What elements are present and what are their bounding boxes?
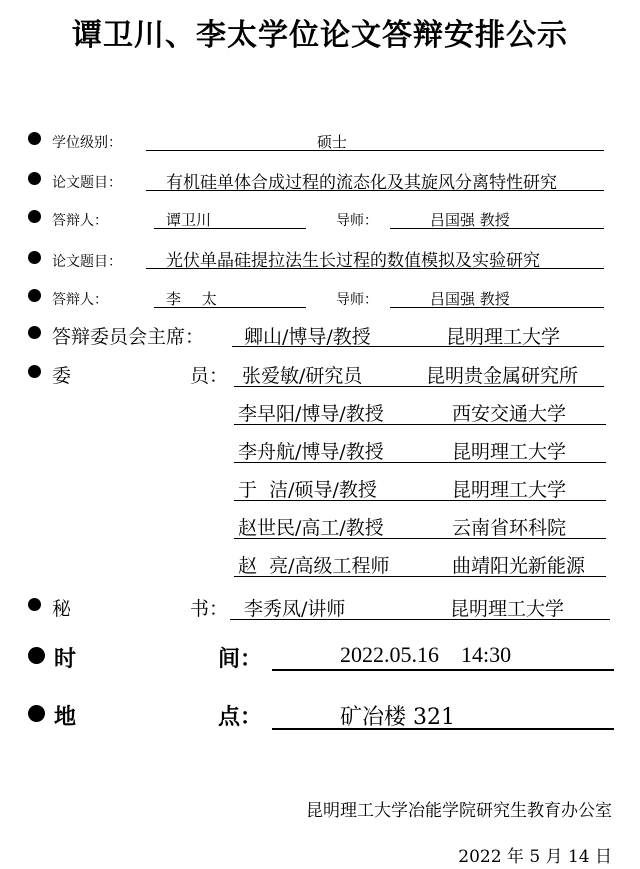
committee-chair-label: 答辩委员会主席： bbox=[52, 326, 205, 348]
bullet-icon bbox=[28, 365, 41, 378]
bullet-icon bbox=[28, 289, 41, 302]
thesis2-topic-label: 论文题目： bbox=[52, 254, 122, 270]
committee-member-name: 张爱敏/研究员 bbox=[242, 365, 363, 387]
bullet-icon bbox=[28, 705, 45, 722]
bullet-icon bbox=[28, 647, 45, 664]
thesis1-topic-label: 论文题目： bbox=[52, 175, 122, 191]
committee-member-org: 云南省环科院 bbox=[452, 517, 567, 539]
committee-member-name: 李舟航/博导/教授 bbox=[238, 441, 384, 463]
thesis1-advisor-label: 导师： bbox=[336, 213, 378, 229]
thesis2-candidate: 李 太 bbox=[166, 290, 225, 308]
place-label-2: 点： bbox=[218, 704, 263, 730]
thesis2-candidate-label: 答辩人： bbox=[52, 292, 108, 308]
time-value: 2022.05.16 14:30 bbox=[340, 642, 512, 667]
secretary-label-1: 秘 bbox=[52, 598, 72, 620]
degree-label: 学位级别： bbox=[52, 135, 122, 151]
bullet-icon bbox=[28, 326, 41, 339]
thesis2-advisor: 吕国强 教授 bbox=[430, 290, 510, 308]
secretary-org: 昆明理工大学 bbox=[450, 598, 565, 620]
thesis2-topic: 光伏单晶硅提拉法生长过程的数值模拟及实验研究 bbox=[166, 251, 540, 271]
committee-member-org: 曲靖阳光新能源 bbox=[452, 555, 586, 577]
thesis1-candidate: 谭卫川 bbox=[166, 211, 212, 229]
page-title: 谭卫川、李太学位论文答辩安排公示 bbox=[72, 18, 568, 53]
committee-chair-name: 卿山/博导/教授 bbox=[244, 326, 371, 348]
thesis1-candidate-label: 答辩人： bbox=[52, 213, 108, 229]
time-label-1: 时 bbox=[54, 646, 77, 672]
thesis1-advisor: 吕国强 教授 bbox=[430, 211, 510, 229]
issue-date: 2022 年 5 月 14 日 bbox=[458, 847, 612, 867]
issuing-office: 昆明理工大学冶能学院研究生教育办公室 bbox=[306, 801, 612, 821]
committee-member-name: 赵世民/高工/教授 bbox=[238, 517, 384, 539]
time-label-2: 间： bbox=[218, 646, 263, 672]
committee-member-org: 西安交通大学 bbox=[452, 403, 567, 425]
bullet-icon bbox=[28, 172, 41, 185]
thesis1-topic: 有机硅单体合成过程的流态化及其旋风分离特性研究 bbox=[166, 173, 557, 193]
bullet-icon bbox=[28, 598, 41, 611]
secretary-name: 李秀凤/讲师 bbox=[244, 598, 346, 620]
committee-member-org: 昆明理工大学 bbox=[452, 479, 567, 501]
committee-member-name: 赵 亮/高级工程师 bbox=[238, 555, 390, 577]
committee-chair-org: 昆明理工大学 bbox=[446, 326, 561, 348]
committee-member-label-2: 员： bbox=[190, 365, 229, 387]
bullet-icon bbox=[28, 132, 41, 145]
degree-value: 硕士 bbox=[316, 133, 347, 151]
place-value: 矿冶楼 321 bbox=[340, 705, 455, 730]
thesis2-advisor-label: 导师： bbox=[336, 292, 378, 308]
place-label-1: 地 bbox=[54, 704, 77, 730]
committee-member-label-1: 委 bbox=[52, 365, 72, 387]
committee-member-org: 昆明理工大学 bbox=[452, 441, 567, 463]
bullet-icon bbox=[28, 210, 41, 223]
committee-member-name: 李早阳/博导/教授 bbox=[238, 403, 384, 425]
bullet-icon bbox=[28, 251, 41, 264]
committee-member-name: 于 洁/硕导/教授 bbox=[238, 479, 377, 501]
committee-member-org: 昆明贵金属研究所 bbox=[426, 365, 579, 387]
secretary-label-2: 书： bbox=[190, 598, 229, 620]
